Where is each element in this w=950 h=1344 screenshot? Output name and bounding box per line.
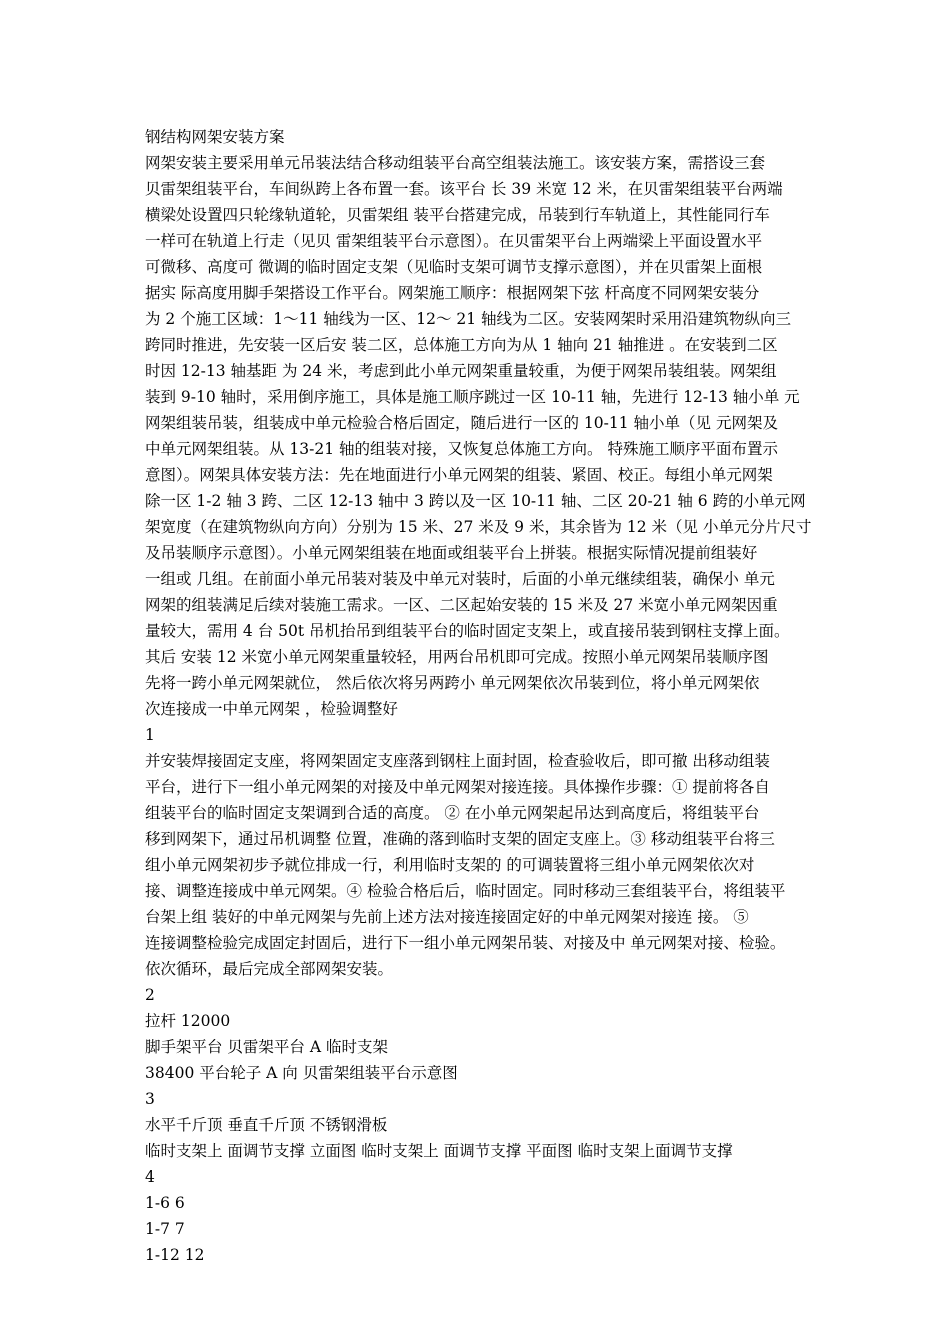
- paragraph-line: 接、调整连接成中单元网架。④ 检验合格后后，临时固定。同时移动三套组装平台，将组装平: [145, 882, 786, 900]
- paragraph-line: 次连接成一中单元网架 ，检验调整好: [145, 700, 398, 718]
- paragraph-line: 横梁处设置四只轮缘轨道轮，贝雷架组 装平台搭建完成，吊装到行车轨道上，其性能同行车: [145, 206, 770, 224]
- paragraph-line: 可微移、高度可 微调的临时固定支架（见临时支架可调节支撑示意图），并在贝雷架上面根: [145, 258, 763, 276]
- figure-labels-units: [145, 1190, 825, 1268]
- document-title: 钢结构网架安装方案: [145, 128, 285, 146]
- paragraph-line: 平台，进行下一组小单元网架的对接及中单元网架对接连接。具体操作步骤：① 提前将各自: [145, 778, 770, 796]
- paragraph-line: 并安装焊接固定支座，将网架固定支座落到钢柱上面封固，检查验收后，即可撤 出移动组装: [145, 752, 770, 770]
- paragraph-installation-method: [145, 150, 825, 722]
- paragraph-line: 为 2 个施工区域：1～11 轴线为一区、12～ 21 轴线为二区。安装网架时采用沿建筑物纵向三: [145, 310, 792, 328]
- page-number: 1: [145, 726, 155, 744]
- paragraph-line: 连接调整检验完成固定封固后，进行下一组小单元网架吊装、对接及中 单元网架对接、检验。: [145, 934, 786, 952]
- paragraph-line: 时因 12-13 轴基距 为 24 米，考虑到此小单元网架重量较重，为便于网架吊装组装。网架组: [145, 362, 777, 380]
- paragraph-line: 据实 际高度用脚手架搭设工作平台。网架施工顺序：根据网架下弦 杆高度不同网架安装分: [145, 284, 760, 302]
- figure-label: 38400 平台轮子 A 向 贝雷架组装平台示意图: [145, 1064, 458, 1082]
- figure-label: 1-6 6: [145, 1194, 185, 1212]
- page-number: 3: [145, 1090, 155, 1108]
- paragraph-line: 及吊装顺序示意图）。小单元网架组装在地面或组装平台上拼装。根据实际情况提前组装好: [145, 544, 758, 562]
- paragraph-line: 组装平台的临时固定支架调到合适的高度。 ② 在小单元网架起吊达到高度后，将组装平台: [145, 804, 760, 822]
- document-body: [145, 124, 825, 1268]
- paragraph-line: 意图）。网架具体安装方法：先在地面进行小单元网架的组装、紧固、校正。每组小单元网架: [145, 466, 773, 484]
- paragraph-line: 装到 9-10 轴时，采用倒序施工，具体是施工顺序跳过一区 10-11 轴，先进行 12-13 轴小单 元: [145, 388, 800, 406]
- figure-label: 脚手架平台 贝雷架平台 A 临时支架: [145, 1038, 388, 1056]
- page-number: 2: [145, 986, 155, 1004]
- paragraph-line: 量较大，需用 4 台 50t 吊机抬吊到组装平台的临时固定支架上，或直接吊装到钢柱支撑上面。: [145, 622, 790, 640]
- paragraph-line: 一组或 几组。在前面小单元吊装对装及中单元对装时，后面的小单元继续组装，确保小 单元: [145, 570, 775, 588]
- figure-label: 临时支架上 面调节支撑 立面图 临时支架上 面调节支撑 平面图 临时支架上面调节支撑: [145, 1142, 733, 1160]
- paragraph-line: 移到网架下，通过吊机调整 位置，准确的落到临时支架的固定支座上。③ 移动组装平台将三: [145, 830, 775, 848]
- figure-labels-support: [145, 1112, 825, 1164]
- paragraph-line: 依次循环，最后完成全部网架安装。: [145, 960, 394, 978]
- paragraph-line: 网架安装主要采用单元吊装法结合移动组装平台高空组装法施工。该安装方案，需搭设三套: [145, 154, 766, 172]
- figure-label: 1-12 12: [145, 1246, 205, 1264]
- paragraph-line: 组小单元网架初步予就位排成一行，利用临时支架的 的可调装置将三组小单元网架依次对: [145, 856, 755, 874]
- page-number: 4: [145, 1168, 155, 1186]
- paragraph-line: 架宽度（在建筑物纵向方向）分别为 15 米、27 米及 9 米，其余皆为 12 米（见 小单元分片尺寸: [145, 518, 812, 536]
- figure-label: 1-7 7: [145, 1220, 185, 1238]
- paragraph-line: 跨同时推进，先安装一区后安 装二区，总体施工方向为从 1 轴向 21 轴推进 。在安装到二区: [145, 336, 778, 354]
- paragraph-operation-steps: [145, 748, 825, 982]
- paragraph-line: 网架的组装满足后续对装施工需求。一区、二区起始安装的 15 米及 27 米宽小单元网架因重: [145, 596, 778, 614]
- figure-labels-platform: [145, 1008, 825, 1086]
- paragraph-line: 一样可在轨道上行走（见贝 雷架组装平台示意图）。在贝雷架平台上两端梁上平面设置水平: [145, 232, 763, 250]
- paragraph-line: 先将一跨小单元网架就位， 然后依次将另两跨小 单元网架依次吊装到位，将小单元网架依: [145, 674, 760, 692]
- figure-label: 水平千斤顶 垂直千斤顶 不锈钢滑板: [145, 1116, 388, 1134]
- paragraph-line: 网架组装吊装，组装成中单元检验合格后固定，随后进行一区的 10-11 轴小单（见 元网架及: [145, 414, 778, 432]
- paragraph-line: 其后 安装 12 米宽小单元网架重量较轻，用两台吊机即可完成。按照小单元网架吊装顺序图: [145, 648, 769, 666]
- paragraph-line: 除一区 1-2 轴 3 跨、二区 12-13 轴中 3 跨以及一区 10-11 轴、二区 20-21 轴 6 跨的小单元网: [145, 492, 806, 510]
- figure-label: 拉杆 12000: [145, 1012, 231, 1030]
- paragraph-line: 贝雷架组装平台，车间纵跨上各布置一套。该平台 长 39 米宽 12 米，在贝雷架组装平台两端: [145, 180, 783, 198]
- paragraph-line: 中单元网架组装。从 13-21 轴的组装对接，又恢复总体施工方向。 特殊施工顺序平面布置示: [145, 440, 778, 458]
- paragraph-line: 台架上组 装好的中单元网架与先前上述方法对接连接固定好的中单元网架对接连 接。 ⑤: [145, 908, 749, 926]
